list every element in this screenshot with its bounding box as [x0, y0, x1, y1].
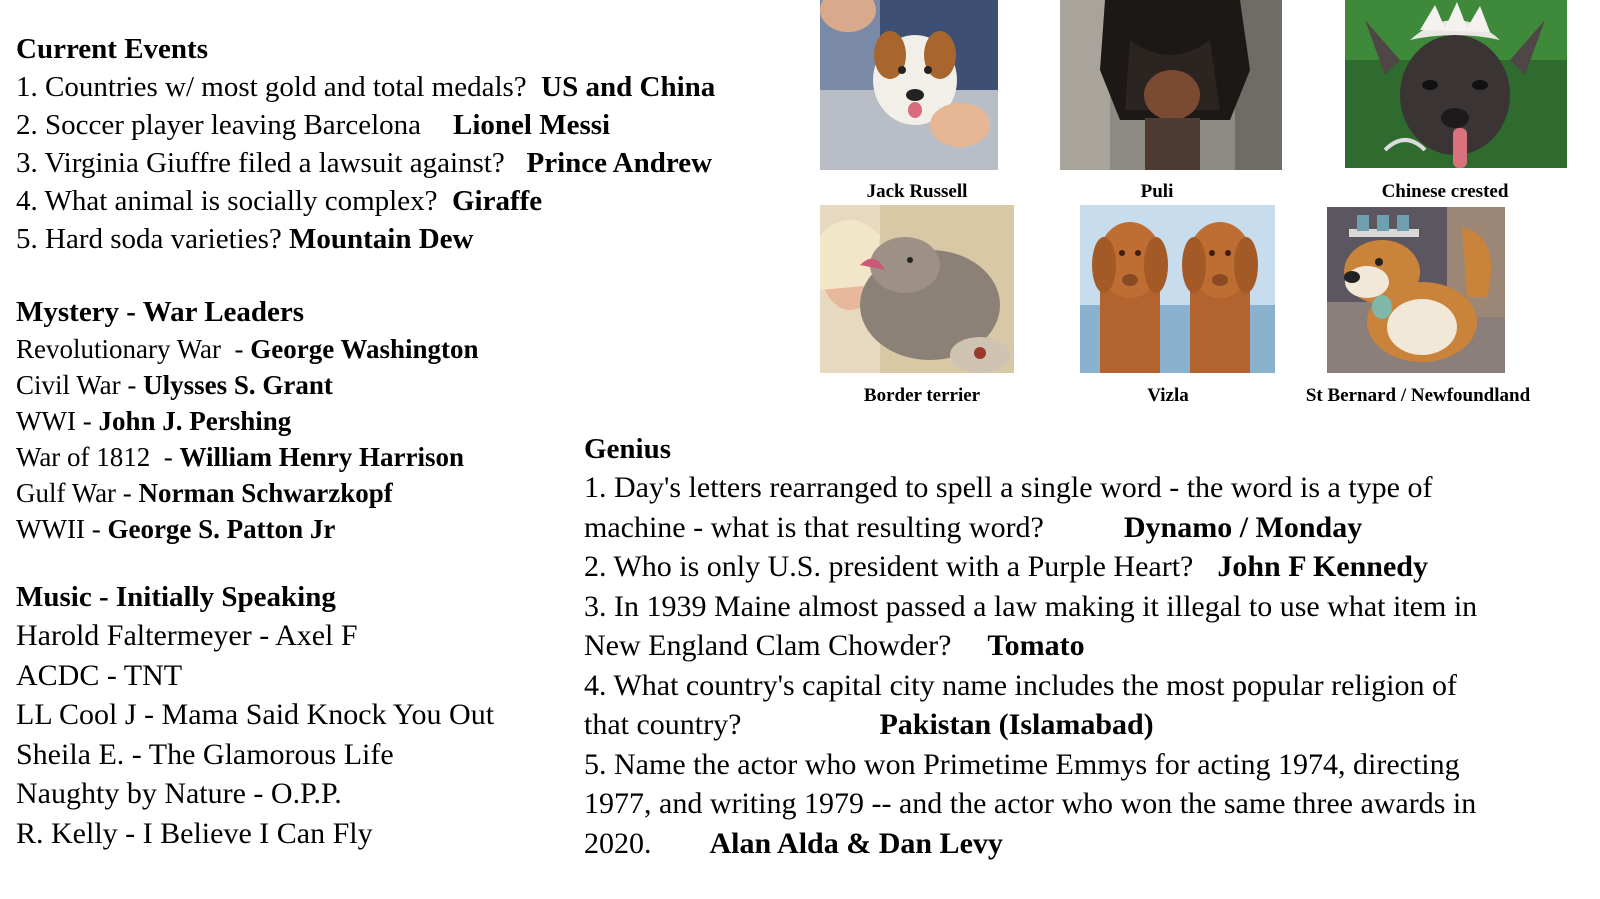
mystery-item [16, 511, 479, 547]
answer: George S. Patton Jr [107, 514, 336, 544]
mystery-section [16, 293, 479, 547]
mystery-item [16, 439, 479, 475]
question: 4. What animal is socially complex? [16, 185, 438, 217]
music-item: R. Kelly - I Believe I Can Fly [16, 816, 373, 850]
genius-line [584, 508, 1477, 548]
genius-line [584, 547, 1477, 587]
current-events-item [16, 106, 715, 144]
dog-caption: Puli [1140, 181, 1174, 202]
question: 5. Hard soda varieties? [16, 223, 282, 255]
genius-section [584, 430, 1477, 863]
mystery-item [16, 475, 479, 511]
answer: US and China [541, 71, 716, 103]
current-events-title: Current Events [16, 33, 208, 65]
question: 1. Countries w/ most gold and total medals? [16, 71, 527, 103]
answer: Norman Schwarzkopf [138, 478, 393, 508]
music-item: Naughty by Nature - O.P.P. [16, 777, 342, 810]
genius-line: 1977, and writing 1979 -- and the actor who won the same three awards in [584, 787, 1477, 820]
border-terrier-photo [820, 205, 1014, 373]
st-bernard-photo [1327, 207, 1505, 373]
answer: Prince Andrew [526, 147, 713, 179]
question: Revolutionary War - [16, 334, 251, 364]
genius-title: Genius [584, 433, 672, 465]
mystery-item [16, 331, 479, 367]
question: 2. Who is only U.S. president with a Purple Heart? [584, 550, 1194, 583]
vizla-photo [1080, 205, 1275, 373]
question: 2020. [584, 826, 652, 860]
dog-caption: Chinese crested [1381, 181, 1509, 202]
genius-line [584, 626, 1477, 666]
dog-caption: Jack Russell [866, 181, 968, 202]
dog-caption: St Bernard / Newfoundland [1305, 385, 1531, 406]
music-item: LL Cool J - Mama Said Knock You Out [16, 698, 495, 731]
answer: Giraffe [451, 185, 543, 217]
answer: Dynamo / Monday [1123, 510, 1363, 544]
question: 2. Soccer player leaving Barcelona [16, 109, 422, 141]
answer: Tomato [987, 629, 1085, 662]
question: Civil War - [16, 370, 144, 400]
mystery-item [16, 367, 479, 403]
genius-line [584, 705, 1477, 745]
answer: John F Kennedy [1217, 550, 1428, 583]
question: New England Clam Chowder? [584, 629, 952, 662]
answer: Lionel Messi [453, 109, 611, 141]
genius-line: 5. Name the actor who won Primetime Emmys for acting 1974, directing [584, 747, 1460, 781]
genius-line: 3. In 1939 Maine almost passed a law making it illegal to use what item in [584, 589, 1478, 623]
current-events-item [16, 68, 715, 106]
question: War of 1812 - [16, 442, 180, 472]
answer: Alan Alda & Dan Levy [709, 826, 1003, 860]
answer: John J. Pershing [98, 406, 292, 436]
answer: George Washington [250, 334, 479, 364]
music-item: Harold Faltermeyer - Axel F [16, 619, 358, 652]
answer: Ulysses S. Grant [143, 370, 333, 400]
music-section [16, 578, 494, 853]
dog-caption: Border terrier [863, 385, 981, 406]
genius-line: 1. Day's letters rearranged to spell a single word - the word is a type of [584, 471, 1433, 504]
music-item: ACDC - TNT [16, 658, 183, 692]
current-events-item [16, 220, 715, 258]
music-title: Music - Initially Speaking [16, 581, 336, 613]
puli-photo [1060, 0, 1282, 170]
current-events-section [16, 30, 715, 258]
mystery-item [16, 403, 479, 439]
current-events-item [16, 144, 715, 182]
question: machine - what is that resulting word? [584, 510, 1044, 544]
chinese-crested-photo [1345, 0, 1567, 168]
answer: Mountain Dew [288, 223, 474, 255]
genius-line [584, 824, 1477, 864]
answer: Pakistan (Islamabad) [879, 708, 1154, 741]
jack-russell-photo [820, 0, 998, 170]
music-item: Sheila E. - The Glamorous Life [16, 737, 394, 771]
answer: William Henry Harrison [179, 442, 465, 472]
dog-caption: Vizla [1147, 385, 1189, 406]
current-events-item [16, 182, 715, 220]
genius-line: 4. What country's capital city name includes the most popular religion of [584, 668, 1457, 702]
mystery-title: Mystery - War Leaders [16, 296, 305, 328]
question: WWI - [16, 406, 99, 436]
question: WWII - [16, 514, 108, 544]
question: Gulf War - [16, 478, 139, 508]
question: 3. Virginia Giuffre filed a lawsuit against? [16, 147, 505, 179]
question: that country? [584, 708, 742, 741]
